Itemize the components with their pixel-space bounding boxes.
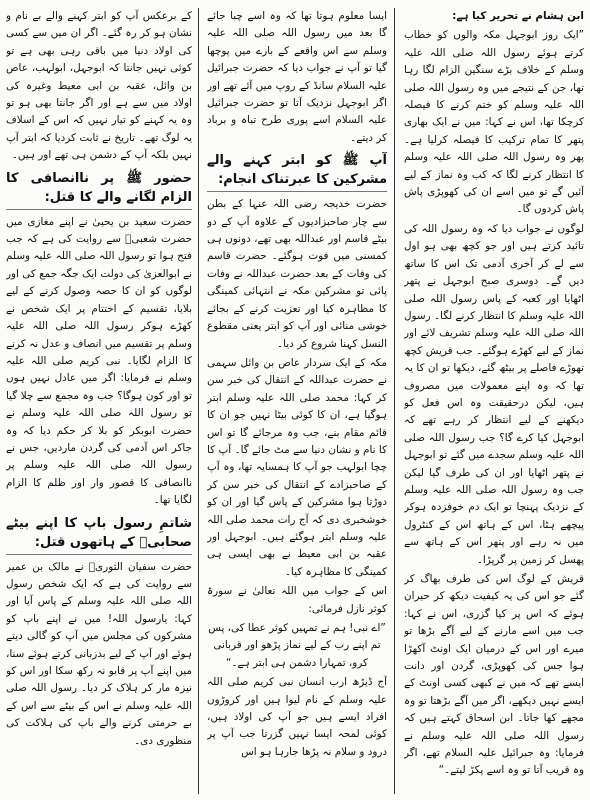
column-left-paragraph-2: حضرت سعید بن یحییٰ نے اپنے مغازی میں حضرت شعبیؒ سے روایت کی ہے کہ جب فتح ہوا تو رسول اللہ صلی اللہ علیہ وسلم نے ابوالعزیٰ کی دولت ایک جگہ جمع کی اور لوگوں کو ان کا حصہ وصول کرنے کے لیے بلایا، تقسیم کے اختتام پر ایک شخص نے کھڑے ہوکر رسول اللہ صلی اللہ علیہ وسلم پر تقسیم میں انصاف و عدل نہ کرنے کا الزام لگایا۔ نبی کریم صلی اللہ علیہ وسلم نے فرمایا: اگر میں عادل نہیں ہوں تو اور کون ہوگا؟ جب وہ مجمع سے چلا گیا تو رسول اللہ صلی اللہ علیہ وسلم نے حضرت ابوبکر کو بلا کر حکم دیا کہ وہ جاکر اس آدمی کی گردن ماردیں، جس نے رسول اللہ صلی اللہ علیہ وسلم پر ناانصافی کا قصور وار اور ظلم کا الزام لگایا تھا۔ (6, 215, 192, 507)
column-divider-1 (394, 8, 395, 794)
column-right-paragraph-1: ”ایک روز ابوجہل مکہ والوں کو خطاب کرتے ہوئے رسول اللہ صلی اللہ علیہ وسلم کے خلاف بڑے سنگین الزام لگا رہا تھا، جن کے نتیجے میں وہ رسول اللہ صلی اللہ علیہ وسلم کو ختم کرنے کا فیصلہ کرچکا تھا، اس نے کہا: میں نے ایک بھاری پتھر کا تمام ترکیب کا فیصلہ کرلیا ہے۔ پھر وہ رسول اللہ صلی اللہ علیہ وسلم کا انتظار کرنے لگا کہ کب وہ نماز کے لیے آئیں گے تو میں اسے ان کی کھوپڑی پاش پاش کردوں گا۔ (404, 29, 584, 216)
column-middle-paragraph-5: آج ڈیڑھ ارب انسان نبی کریم صلی اللہ علیہ وسلم کے نام لیوا ہیں اور کروڑوں افراد ایسے ہیں جو آپ کی اولاد ہیں، کوئی لمحہ ایسا نہیں گزرتا جب آپ پر درود و سلام نہ پڑھا جارہا ہو اس (207, 676, 387, 758)
quran-quote: ”اے نبی! ہم نے تمہیں کوثر عطا کی، پس تم اپنے رب کے لیے نماز پڑھو اور قربانی کرو، تمہارا دشمن ہی ابتر ہے۔“ (208, 622, 386, 669)
column-middle (207, 8, 387, 794)
column-middle-paragraph-3: مکہ کے ایک سردار عاص بن وائل سہمی نے حضرت عبداللہ کے انتقال کی خبر سن کر کہا: محمد صلی اللہ علیہ وسلم ابتر ہوگیا ہے، ان کا کوئی بیٹا نہیں جو ان کا قائم مقام بنے، جب وہ مرجائے گا تو اس کا نام و نشان دنیا سے مٹ جائے گا۔ آپ کا چچا ابولہب جو آپ کا ہمسایہ تھا، وہ آپ کے صاحبزادے کے انتقال کی خبر سن کر دوڑتا ہوا مشرکین کے پاس گیا اور ان کو خوشخبری دی کہ آج رات محمد صلی اللہ علیہ وسلم ابتر ہوگئے ہیں۔ ابوجہل اور عقبہ بن ابی معیط نے بھی ایسی ہی کمینگی کا مظاہرہ کیا۔ (207, 356, 387, 578)
column-left (6, 8, 192, 794)
column-middle-paragraph-2: حضرت خدیجہ رضی اللہ عنہا کے بطن سے چار صاحبزادیوں کے علاوہ آپ کے دو بیٹے قاسم اور عبداللہ بھی تھے، دونوں ہی کمسنی میں فوت ہوگئے۔ حضرت قاسم کی وفات کے بعد حضرت عبداللہ نے وفات پائی تو مشرکین مکہ نے انتہائی کمینگی کا مظاہرہ کیا اور تعزیت کرنے کے بجائے خوشی منائی اور آپ کو ابتر یعنی مقطوع النسل کہنا شروع کر دیا۔ (207, 198, 387, 350)
column-left-paragraph-1: کے برعکس آپ کو ابتر کہنے والے بے نام و نشان ہو کر رہ گئے۔ اگر ان میں سے کسی کی اولاد دنیا میں باقی رہی بھی ہے تو کوئی نہیں جانتا کہ ابوجہل، ابولہب، عاص بن وائل، عقبہ بن ابی معیط وغیرہ کی اولاد میں سے ہے اور اگر جانتا بھی ہو تو وہ یہ کہنے کو تیار نہیں کہ اس کے اسلاف یہ لوگ تھے۔ تاریخ نے ثابت کردیا کہ ابتر آپ نہیں بلکہ آپ کے دشمن ہی تھے اور ہیں۔ (6, 10, 192, 162)
column-left-paragraph-3: حضرت سفیان الثوریؒ نے مالک بن عمیر سے روایت کی ہے کہ ایک شخص رسول اللہ صلی اللہ علیہ وسلم کے پاس آیا اور کہا: یارسول اللہ! میں نے اپنے باپ کو مشرکوں کی مجلس میں آپ کو گالی دیتے ہوئے اور آپ کے لیے بدزبانی کرتے ہوئے سنا، میں اپنے آپ پر قابو نہ رکھ سکا اور اس کو نیزہ مار کر ہلاک کر دیا۔ رسول اللہ صلی اللہ علیہ وسلم نے اس کے بیٹے سے اس کے بے حرمتی کرنے والے باپ کی ہلاکت کی منظوری دی۔ (6, 560, 192, 747)
column-right-lead: ابن ہشام نے تحریر کیا ہے: (452, 10, 584, 22)
column-middle-paragraph-4: اس کے جواب میں اللہ تعالیٰ نے سورۃ کوثر نازل فرمائی: (207, 585, 387, 615)
column-right-paragraph-2: لوگوں نے جواب دیا کہ وہ رسول اللہ کی تائید کرتے ہیں اور جو کچھ بھی ہو اول سے لے کر آخری آدمی تک اس کا ساتھ دیں گے۔ دوسری صبح ابوجہل نے پتھر اٹھایا اور کعبہ کے پاس رسول اللہ صلی اللہ علیہ وسلم کا انتظار کرنے لگا۔ رسول اللہ صلی اللہ علیہ وسلم تشریف لائے اور نماز کے لیے کھڑے ہوگئے۔ جب قریش کچھ تھوڑے فاصلے پر بیٹھ گئے، دیکھا تو ان کا یہ تھا کہ وہ اپنے معمولات میں مصروف ہیں، لیکن درحقیقت وہ اس فعل کو دیکھنے کے لیے انتظار کر رہے تھے کہ ابوجہل کیا کرے گا؟ جب رسول اللہ صلی اللہ علیہ وسلم سجدے میں گئے تو ابوجہل نے پتھر اٹھایا اور ان کی طرف گیا لیکن جب وہ رسول اللہ صلی اللہ علیہ وسلم کے نزدیک پہنچا تو ایک دم خوفزدہ ہوکر پیچھے ہٹا، اس کے ہاتھ اس کے کنٹرول میں نہ رہے اور پتھر اس کے ہاتھ سے پھسل کر زمین پر گرپڑا۔ (404, 222, 584, 566)
section-heading-abtar: آپ ﷺ کو ابتر کہنے والے مشرکین کا عبرتناک انجام: (207, 151, 387, 192)
section-heading-injustice: حضور ﷺ پر ناانصافی کا الزام لگانے والے کا قتل: (6, 169, 192, 210)
column-middle-paragraph-1: ایسا معلوم ہوتا تھا کہ وہ اسے چبا جائے گا بعد میں رسول اللہ صلی اللہ علیہ وسلم سے اس واقعے کے بارے میں پوچھا گیا تو آپ نے جواب دیا کہ حضرت جبرائیل علیہ السلام سانڈ کے روپ میں آئے تھے اور اگر ابوجہل نزدیک آتا تو حضرت جبرائیل علیہ السلام اسے پوری طرح تباہ و برباد کر دیتے۔ (207, 10, 387, 144)
column-right-paragraph-3: قریش کے لوگ اس کی طرف بھاگ کر گئے جو اس کی یہ کیفیت دیکھ کر حیران ہوئے کہ اس پر کیا گزری، اس نے کہا: جب میں اسے مارنے کے لیے آگے بڑھا تو میرے اور اس کے درمیان ایک اونٹ آکھڑا ہوا جس کی کھوپڑی، گردن اور دانت ایسے تھے کہ میں نے کبھی کسی اونٹ کے ایسے نہیں دیکھے، اگر میں آگے بڑھتا تو وہ مجھے کھا جاتا۔ ابن اسحاق کہتے ہیں کہ رسول اللہ صلی اللہ علیہ وسلم نے فرمایا: وہ جبرائیل علیہ السلام تھے، اگر وہ قریب آتا تو وہ اسے پکڑ لیتے۔“ (404, 573, 584, 777)
column-right (404, 8, 584, 794)
column-divider-2 (198, 8, 199, 794)
section-heading-father: شاتمِ رسول باپ کا اپنے بیٹے صحابیؓ کے ہاتھوں قتل: (6, 514, 192, 555)
